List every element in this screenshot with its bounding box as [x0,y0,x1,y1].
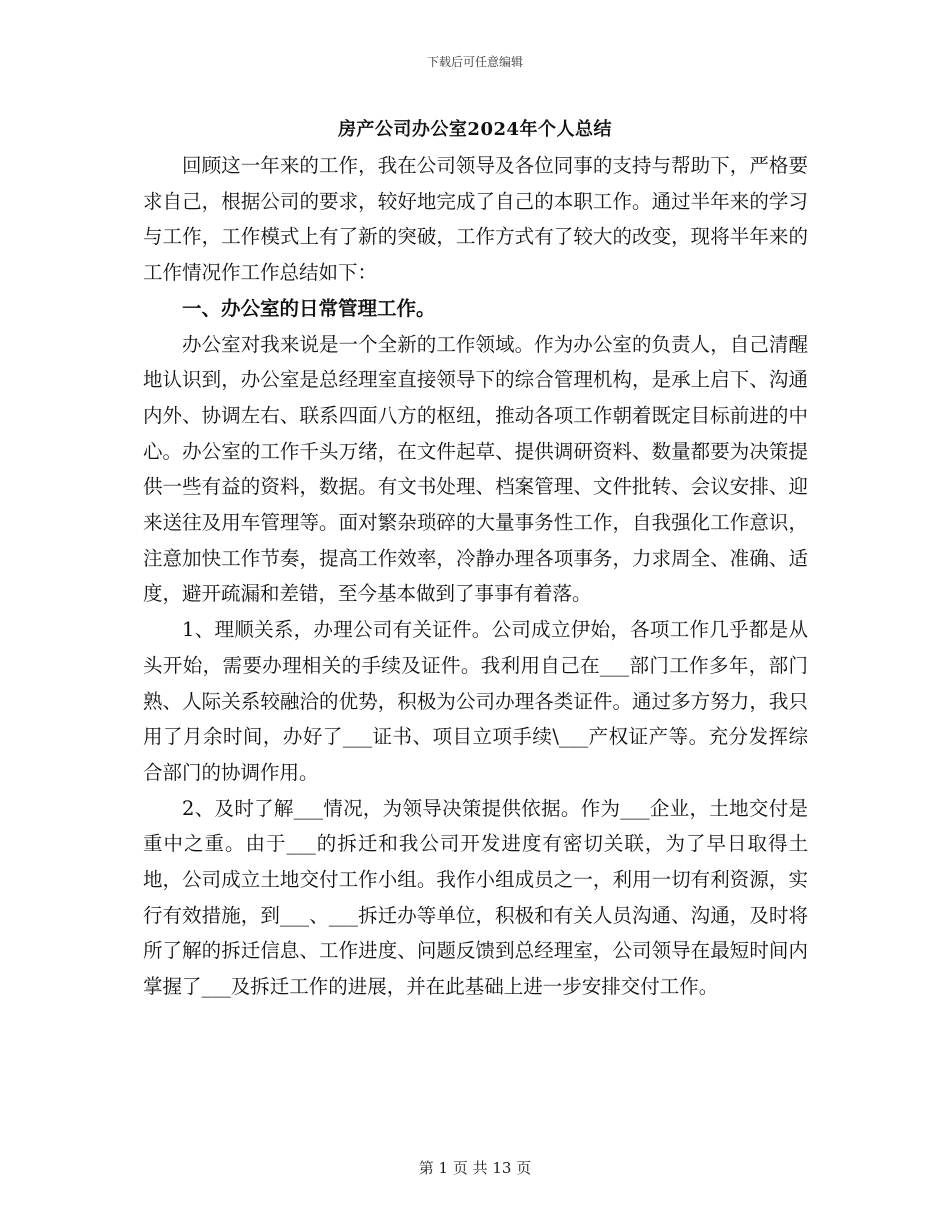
document-body [143,148,808,1005]
body-paragraph: 1、理顺关系，办理公司有关证件。公司成立伊始，各项工作几乎都是从头开始，需要办理相关的手续及证件。我利用自己在___部门工作多年，部门熟、人际关系较融洽的优势，积极为公司办理各类证件。通过多方努力，我只用了月余时间，办好了___证书、项目立项手续\___产权证产等。充分发挥综合部门的协调作用。 [143,618,808,784]
page-header-note: 下载后可任意编辑 [426,55,523,69]
page-number-footer: 第 1 页 共 13 页 [418,1159,532,1177]
document-title: 房产公司办公室2024年个人总结 [337,119,613,140]
body-paragraph: 办公室对我来说是一个全新的工作领域。作为办公室的负责人，自己清醒地认识到，办公室是总经理室直接领导下的综合管理机构，是承上启下、沟通内外、协调左右、联系四面八方的枢纽，推动各项工作朝着既定目标前进的中心。办公室的工作千头万绪，在文件起草、提供调研资料、数量都要为决策提供一些有益的资料，数据。有文书处理、档案管理、文件批转、会议安排、迎来送往及用车管理等。面对繁杂琐碎的大量事务性工作，自我强化工作意识，注意加快工作节奏，提高工作效率，冷静办理各项事务，力求周全、准确、适度，避开疏漏和差错，至今基本做到了事事有着落。 [143,332,808,606]
body-paragraph: 2、及时了解___情况，为领导决策提供依据。作为___企业，土地交付是重中之重。由于___的拆迁和我公司开发进度有密切关联，为了早日取得土地，公司成立土地交付工作小组。我作小组成员之一，利用一切有利资源，实行有效措施，到___、___拆迁办等单位，积极和有关人员沟通、沟通，及时将所了解的拆迁信息、工作进度、问题反馈到总经理室，公司领导在最短时间内掌握了___及拆迁工作的进展，并在此基础上进一步安排交付工作。 [143,796,808,999]
section-heading: 一、办公室的日常管理工作。 [182,296,436,320]
intro-paragraph: 回顾这一年来的工作，我在公司领导及各位同事的支持与帮助下，严格要求自己，根据公司的要求，较好地完成了自己的本职工作。通过半年来的学习与工作，工作模式上有了新的突破，工作方式有了较大的改变，现将半年来的工作情况作工作总结如下： [143,154,808,285]
